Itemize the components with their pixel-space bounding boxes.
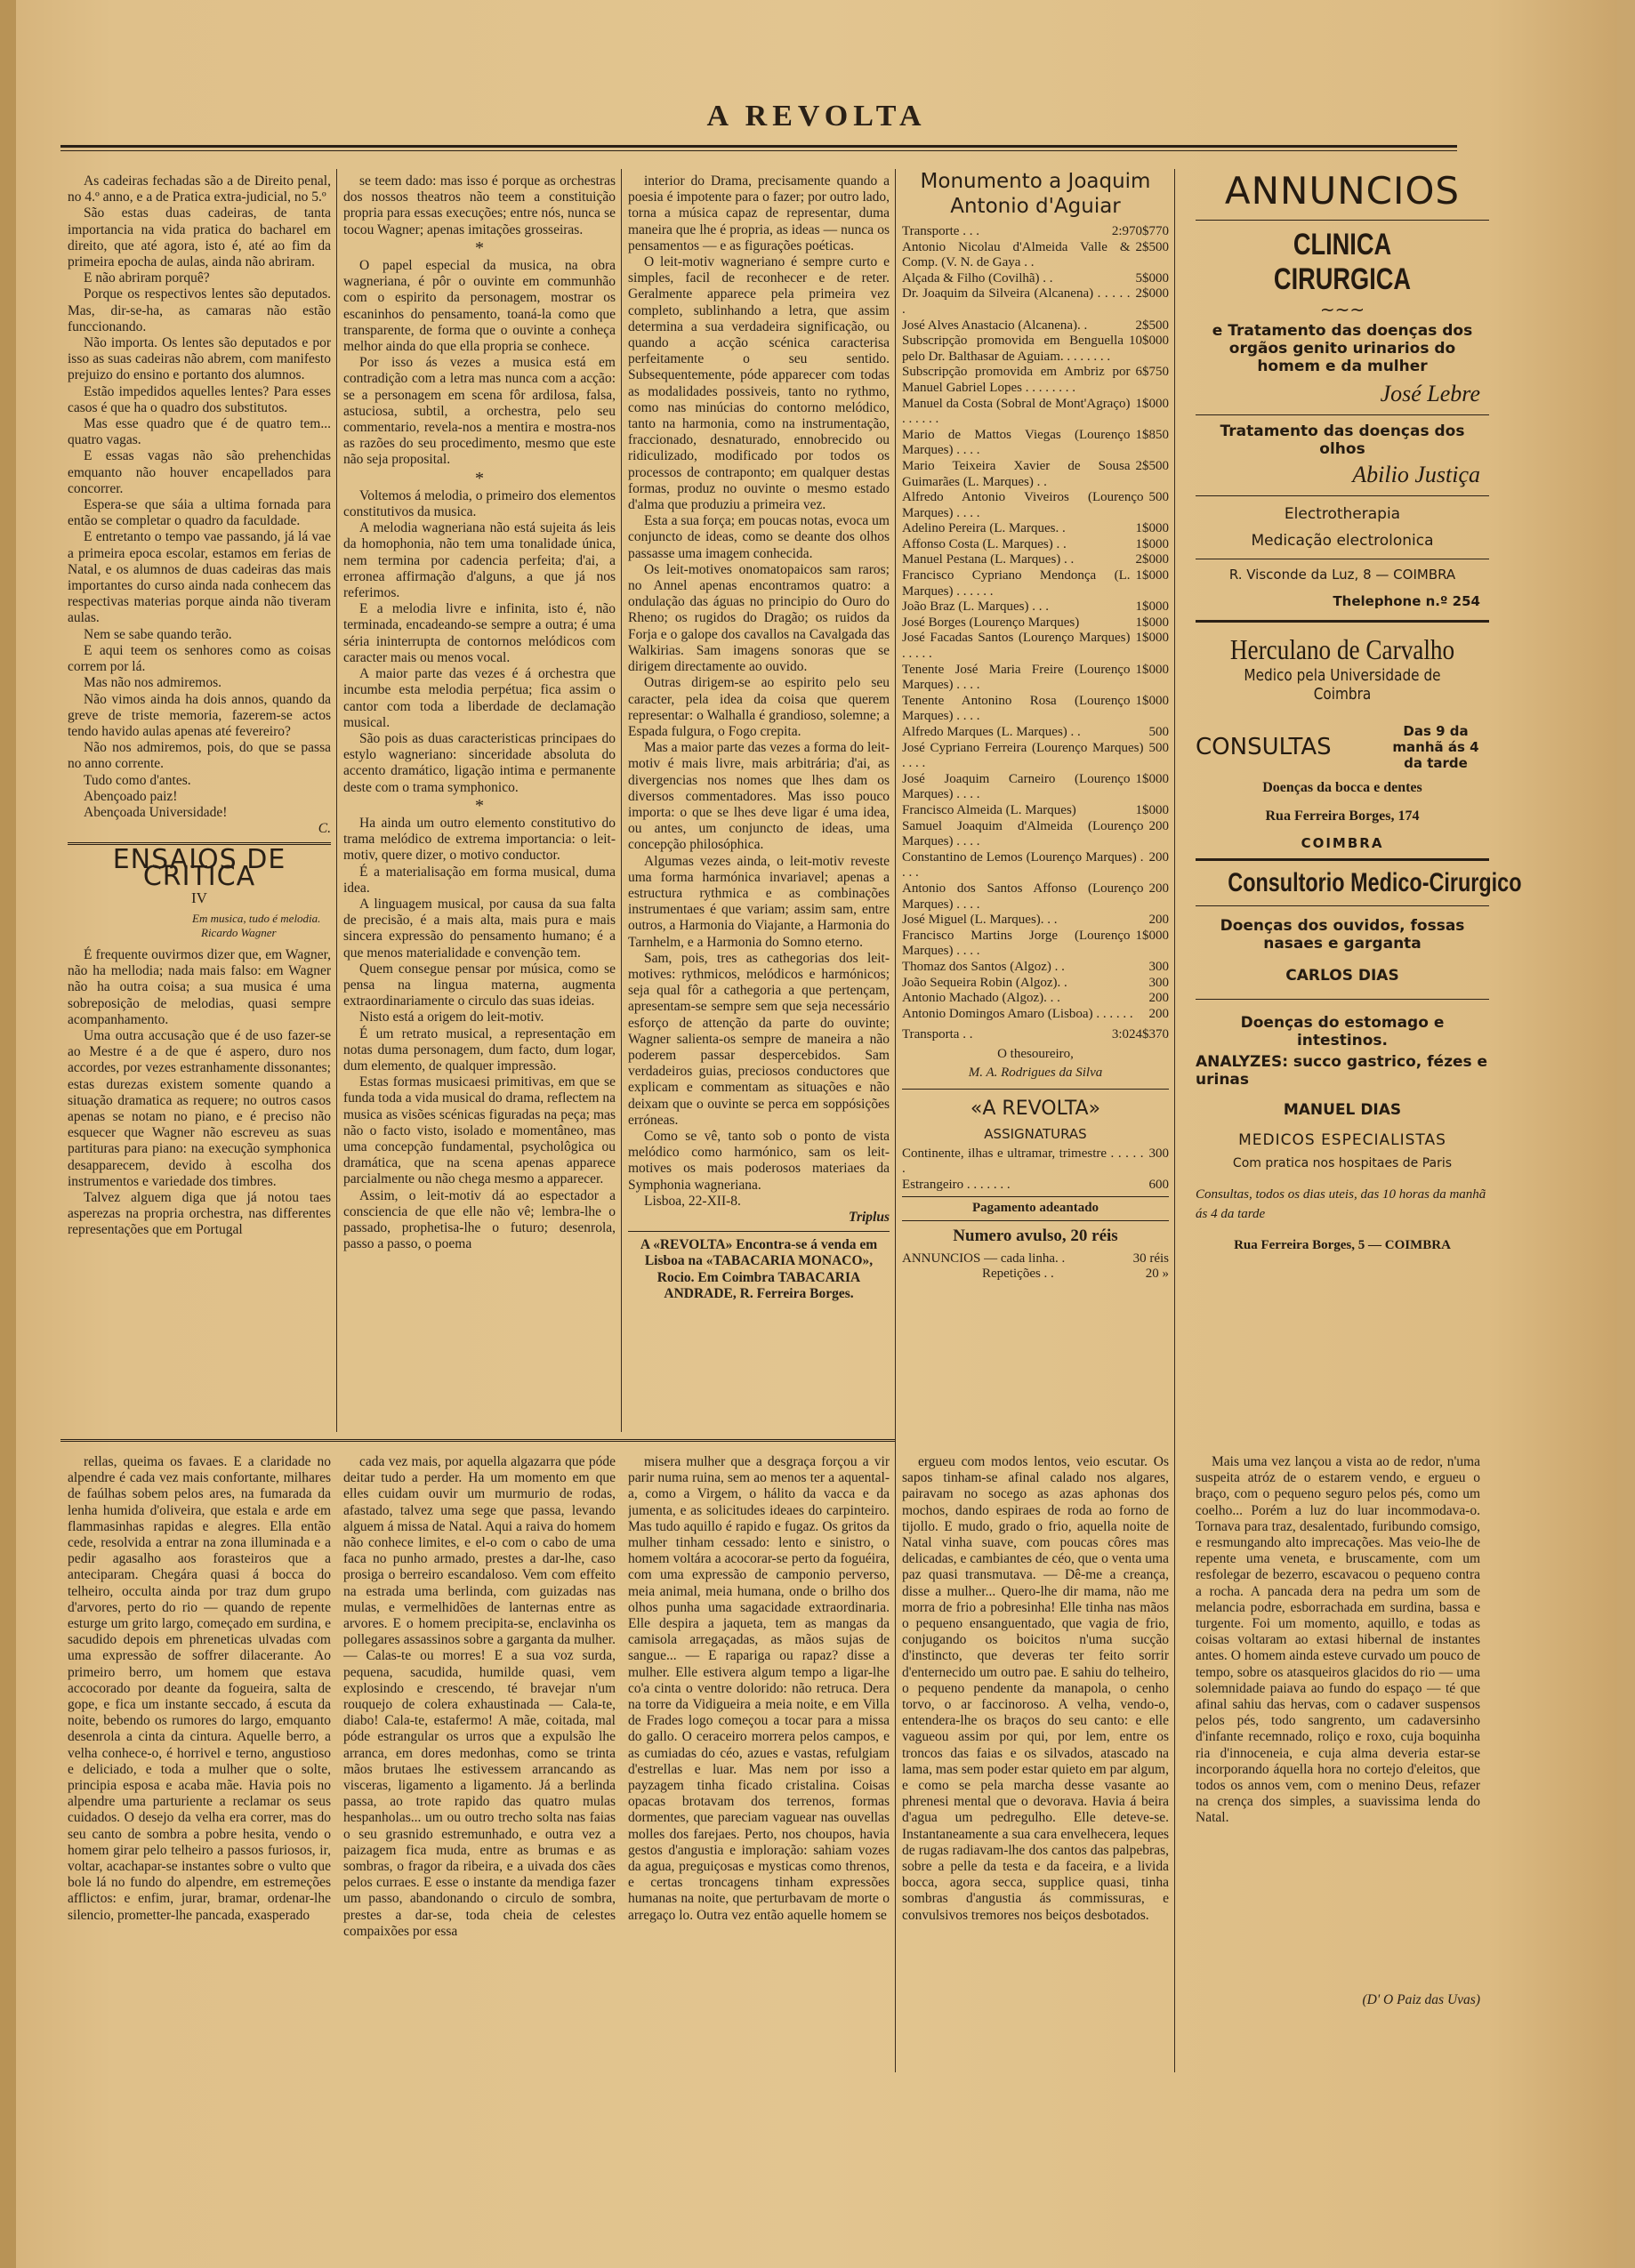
box-title: «A REVOLTA» xyxy=(970,1098,1101,1121)
paragraph: Outras dirigem-se ao espirito pelo seu caracter, pela idea da coisa que querem representar: o Walhalla é grandioso, solemne; a Espada fulgura, o Fogo crepita. xyxy=(628,675,890,739)
price-value: 600 xyxy=(1148,1177,1169,1192)
subscription-row xyxy=(902,334,1169,365)
divider xyxy=(902,1089,1169,1090)
subscription-amount: 200 xyxy=(1148,913,1169,928)
paragraph: E essas vagas não são prehenchidas emquanto não houver encapellados para concorrer. xyxy=(68,448,331,496)
signature: Triplus xyxy=(849,1210,890,1225)
subscriber-name: Adelino Pereira (L. Marques. . xyxy=(902,521,1066,536)
subscription-amount: 2$500 xyxy=(1135,239,1169,254)
service: Medicação electrolonica xyxy=(1251,532,1434,550)
paragraph: interior do Drama, precisamente quando a poesia é impotente para o fazer; por outro lado, torna a música capaz de representar, duma maneira que lhe é propria, as ideas — nunca os pensamentos — e as figurações poéticas. xyxy=(628,173,890,253)
subscription-row xyxy=(902,365,1169,396)
paragraph: Espera-se que sáia a ultima fornada para então se completar o quadro da faculdade. xyxy=(68,497,331,529)
paragraph: O papel especial da musica, na obra wagneriana, é pôr o ouvinte em communhão com o espirito da personagem, mostrar os escaninhos do pensamento, toaná-la como que transparente, de forma que o ouvinte a conheça melhor ainda do que ella propria se conhece. xyxy=(343,258,616,355)
separator-star: * xyxy=(475,795,484,816)
address: R. Visconde da Luz, 8 — COIMBRA xyxy=(1228,567,1456,583)
subscription-amount: 500 xyxy=(1148,490,1169,505)
city: COIMBRA xyxy=(1301,835,1384,851)
paragraph: Por isso ás vezes a musica está em contradição com a letra mas nunca com a acção: se a personagem em scena fôr ardilosa, falsa, astuciosa, subtil, a orchestra, pelo seu commentario, revela-nos a mentira e mostra-nos as razões do seu procedimento, mesmo que este não seja proposital. xyxy=(343,355,616,468)
subscription-row xyxy=(902,976,1169,992)
total-value: 3:024$370 xyxy=(1111,1027,1169,1042)
subscriber-name: Affonso Costa (L. Marques) . . xyxy=(902,536,1067,551)
price-label: Continente, ilhas e ultramar, trimestre . . . . . . xyxy=(902,1146,1144,1177)
paragraph: Assim, o leit-motiv dá ao espectador a consciencia de que elle não vê; lembra-lhe o passado, prophetisa-lhe o futuro; desenrola, passo a passo, o poema xyxy=(343,1187,616,1252)
clinic-title: CLINICA CIRURGICA xyxy=(1273,228,1412,296)
divider xyxy=(1196,495,1489,496)
specialists-label: MEDICOS ESPECIALISTAS xyxy=(1238,1131,1446,1149)
doctor-credential: Medico pela Universidade de Coimbra xyxy=(1244,666,1441,704)
epigraph: Em musica, tudo é melodia. xyxy=(192,911,321,925)
price-row xyxy=(902,1178,1169,1194)
subscription-amount: 200 xyxy=(1148,818,1169,833)
address: Rua Ferreira Borges, 174 xyxy=(1265,808,1420,824)
subscription-row xyxy=(902,694,1169,725)
signature: C. xyxy=(318,821,331,837)
subscription-amount: 2:970$770 xyxy=(1111,224,1169,238)
subscriber-name: José Borges (Lourenço Marques) xyxy=(902,615,1080,630)
paragraph: Voltemos á melodia, o primeiro dos elementos constitutivos da musica. xyxy=(343,487,616,520)
credential: Com pratica nos hospitaes de Paris xyxy=(1232,1156,1453,1170)
paragraph: A linguagem musical, por causa da sua falta de precisão, é a mais alta, mais pura e mais sincera expressão do pensamento humano; é a que menos materialidade e convenção tem. xyxy=(343,896,616,961)
subscriber-name: Alfredo Antonio Viveiros (Lourenço Marques) . . . . xyxy=(902,490,1144,520)
divider xyxy=(1196,999,1489,1000)
divider xyxy=(628,1231,890,1232)
subscription-row xyxy=(902,913,1169,929)
subscriber-name: Dr. Joaquim da Silveira (Alcanena) . . . . . . xyxy=(902,286,1131,317)
epigraph-author: Ricardo Wagner xyxy=(201,925,277,939)
subscription-amount: 2$000 xyxy=(1135,552,1169,567)
consultas-label: CONSULTAS xyxy=(1196,734,1332,760)
subscription-amount: 2$500 xyxy=(1135,318,1169,333)
subscriber-name: Subscripção promovida em Ambriz por Manuel Gabriel Lopes . . . . . . . . xyxy=(902,365,1131,395)
paragraph: Mas esse quadro que é de quatro tem... quatro vagas. xyxy=(68,416,331,448)
total-row xyxy=(902,1027,1169,1043)
ornament-icon: ~~~ xyxy=(1319,299,1365,320)
paragraph: se teem dado: mas isso é porque as orchestras dos nossos theatros não teem a constituição propria para essas execuções; entre nós, nunca se tocou Wagner; apenas imitações grosseiras. xyxy=(343,173,616,237)
subscription-row xyxy=(902,850,1169,881)
subscription-row xyxy=(902,725,1169,741)
paragraph: misera mulher que a desgraça forçou a vir parir numa ruina, sem ao menos ter a aquental-a, como a Virgem, o hálito da vacca e da jumenta, e as solicitudes ideaes do carpinteiro. Mas tudo aquillo é rapido e fugaz. Os gritos da mulher tinham cessado: lento e sinistro, o homem voltára a acocorar-se perto da foguéira, com uma expressão de camponio perverso, meia animal, meia humana, onde o brilho dos olhos punha uma sagacidade extraordinaria. Elle despira a jaqueta, tem as mangas da camisola arregaçadas, as mãos sujas de sangue... — E rapariga ou rapaz? disse a mulher. Elle estivera algum tempo a ligar-lhe co'a cinta o ventre dolorido: não retruca. Dera na torre da Vidigueira a meia noite, e em Villa de Frades logo começou a tocar para a missa do gallo. O ceraceiro morrera pelos campos, e as cumiadas do céo, azues e vastas, refulgiam d'estrellas e luar. Mas nem por isso a payzagem tinha ficado cristalina. Coisas opacas brotavam dos terrenos, formas dormentes, que pareciam vaguear nas ouvellas molles dos farejaes. Perto, nos choupos, havia gestos d'angustia e imploração: sahiam vozes da agua, preguiçosas e mysticas como threnos, e certas troncagens tinham expressões humanas na noite, que perturbavam de morte o arregaço lo. Outra vez então aquelle homem se xyxy=(628,1454,890,1923)
subscriber-name: José Miguel (L. Marques). . . xyxy=(902,913,1058,928)
subscriber-name: Samuel Joaquim d'Almeida (Lourenço Marques) . . . . xyxy=(902,818,1144,849)
paragraph: Algumas vezes ainda, o leit-motiv reveste uma forma harmónica invariavel; apenas a estructura rythmica e as combinações instrumentaes é que variam; assim sam, entre outros, a Harmonia do Viajante, a Harmonia do Tarnhelm, e a Harmonia do Somno eterno. xyxy=(628,853,890,950)
paragraph: Abençoado paiz! xyxy=(84,788,178,804)
column-divider xyxy=(895,169,896,2072)
subscription-amount: 1$850 xyxy=(1135,427,1169,442)
paragraph: São estas duas cadeiras, de tanta importancia na vida pratica do bacharel em direito, que até agora, isto é, até ao fim da primeira epocha de aulas, ainda não abriram. xyxy=(68,205,331,270)
service: Electrotherapia xyxy=(1284,505,1401,523)
paragraph: Uma outra accusação que é de uso fazer-se ao Mestre é a de que é aspero, duro nos accordes, por vezes estranhamente dissonantes; estas durezas existem somente quando a situação dramatica as requere; no outros casos apenas se notam no piano, e é preciso não esquecer que Wagner não escreveu as suas partituras para piano: na execução symphonica desapparecem, devido à escolha dos instrumentos e variedade dos timbres. xyxy=(68,1027,331,1189)
service: ANALYZES: succo gastrico, fézes e urinas xyxy=(1196,1053,1488,1089)
subscription-amount: 1$000 xyxy=(1135,568,1169,583)
chapter-number: IV xyxy=(191,889,207,906)
subscription-row xyxy=(902,521,1169,537)
doctor-name: Abilio Justiça xyxy=(1352,462,1480,487)
ad-price-row xyxy=(902,1251,1169,1267)
subscription-list xyxy=(902,224,1169,1022)
subscriber-name: Tenente José Maria Freire (Lourenço Marques) . . . . xyxy=(902,662,1131,693)
divider xyxy=(1196,858,1489,861)
story-col-3 xyxy=(628,1454,890,2041)
price-row xyxy=(902,1146,1169,1178)
paragraph: Estas formas musicaesi primitivas, em que se funda toda a vida musical do drama, reflectem na musica as visões scénicas figuradas na peça; mas não o facto visto, isolado e momentâneo, mas uma concepção fundamental, psycholôgica ou dramática, que na scena apenas apparece parcialmente ou não chega mesmo a apparecer. xyxy=(343,1074,616,1187)
paragraph: ergueu com modos lentos, veio escutar. Os sapos tinham-se afinal calado nos algares, pairavam no socego as azas aphonas dos mochos, dando espiraes de roda ao forno de tijollo. E mudo, grado o frio, aquella noite de Natal vinha suave, com poucas côres mas delicadas, e cambiantes de céo, que o venta uma paz quasi transmutava. — Dê-me a creança, disse a mulher... Quero-lhe dir mama, não me morra de frio a pobresinha! Elle tinha nas mãos o pequeno ensanguentado, que vagia de frio, conjugando os boicitos n'uma sucção d'instincto, que deveras ter feito sorrir d'enternecido um outro pae. E sahiu do telheiro, o pequeno pendente da manapola, o cenho torvo, o ar faccinoroso. A velha, vendo-o, entendera-lhe os braços do seu canto: e elle vagueou assim por qui, por lem, entre os troncos das faias e os silvados, atascado na lama, mas sem poder estar quieto em par algum, e como se pela marcha desse vasante ao phrenesi mental que o devorava. Havia á beira d'agua um pedregulho. Elle deteve-se. Instantaneamente a sua cara envelhecera, leques de rugas radiavam-lhe dos cantos das palpebras, sobre a pelle da testa e da faceira, e a livida bocca, agora secca, supplice quasi, tinha sombras d'angustia ás commissuras, e convulsivos tremores nos beiços desbotados. xyxy=(902,1454,1169,1923)
price-value: 300 xyxy=(1148,1146,1169,1161)
paragraph: Nisto está a origem do leit-motiv. xyxy=(359,1009,544,1025)
story-col-4 xyxy=(902,1454,1169,2041)
subscription-amount: 1$000 xyxy=(1135,396,1169,411)
subscriber-name: Antonio dos Santos Affonso (Lourenço Marques) . . . . xyxy=(902,881,1144,912)
subscriber-name: Francisco Cypriano Mendonça (L. Marques) . . . . . . xyxy=(902,568,1131,599)
separator-star: * xyxy=(475,468,484,488)
sale-notice: A «REVOLTA» Encontra-se á venda em Lisboa na «TABACARIA MONACO», Rocio. Em Coimbra TABACARIA ANDRADE, R. Ferreira Borges. xyxy=(640,1237,878,1301)
subscription-amount: 1$000 xyxy=(1135,536,1169,551)
paragraph: As cadeiras fechadas são a de Direito penal, no 4.º anno, e a de Pratica extra-judicial, no 5.º xyxy=(68,173,331,205)
paragraph: Não vimos ainda ha dois annos, quando da greve de triste memoria, fazerem-se actos tendo havido aulas apenas até fevereiro? xyxy=(68,691,331,739)
doctor-name: MANUEL DIAS xyxy=(1283,1101,1402,1119)
doctor-name: Herculano de Carvalho xyxy=(1229,633,1455,665)
paragraph: Sam, pois, tres as cathegorias dos leit-motives: rythmicos, melódicos e harmónicos; seja qual fôr a cathegoria a que pertençam, apresentam-se sempre sem que seja necessário esforço de attenção da parte do ouvinte; Wagner salienta-os sempre de maneira a não poderem passar despercebidos. Sam verdadeiros guias, preciosos conductores que explicam e commentam as situações e não deixam que o ouvinte se perca em soppósições erróneas. xyxy=(628,950,890,1128)
treasurer-label: O thesoureiro, xyxy=(997,1046,1074,1061)
treasurer-name: M. A. Rodrigues da Silva xyxy=(968,1066,1103,1081)
subscriber-name: Alçada & Filho (Covilhã) . . xyxy=(902,270,1053,286)
subscription-row xyxy=(902,599,1169,615)
eye-service: Tratamento das doenças dos olhos xyxy=(1220,422,1465,458)
subscriber-name: José Joaquim Carneiro (Lourenço Marques) . . . . xyxy=(902,771,1131,802)
subscriber-name: José Facadas Santos (Lourenço Marques) . . . . . xyxy=(902,631,1131,662)
paragraph: Estão impedidos aquelles lentes? Para esses casos é que ha o quadro dos substitutos. xyxy=(68,383,331,415)
hours: Das 9 da manhã ás 4 da tarde xyxy=(1392,723,1479,771)
subscription-row xyxy=(902,929,1169,960)
newspaper-page xyxy=(16,0,1617,2268)
paragraph: Quem consegue pensar por música, como se pensa na lingua materna, augmenta extraordinariamente o circulo das suas ideias. xyxy=(343,961,616,1009)
column-3 xyxy=(628,173,890,1432)
subscription-row xyxy=(902,1007,1169,1023)
paragraph: Esta a sua força; em poucas notas, evoca um conjuncto de ideas, como se deante dos olhos passasse uma imagem conhecida. xyxy=(628,513,890,561)
subscriber-name: Alfredo Marques (L. Marques) . . xyxy=(902,725,1081,739)
subscriber-name: Manuel da Costa (Sobral de Mont'Agraço) . . . . . . xyxy=(902,396,1131,427)
single-issue-price: Numero avulso, 20 réis xyxy=(953,1226,1118,1246)
subscriber-name: João Sequeira Robin (Algoz). . xyxy=(902,975,1067,990)
subscriber-name: Thomaz dos Santos (Algoz) . . xyxy=(902,959,1065,974)
box-subtitle: ASSIGNATURAS xyxy=(984,1126,1087,1143)
paragraph: Nem se sabe quando terão. xyxy=(84,626,232,642)
subscription-row xyxy=(902,631,1169,662)
price-label: Estrangeiro . . . . . . . xyxy=(902,1177,1011,1192)
subscription-row xyxy=(902,881,1169,913)
subscription-amount: 200 xyxy=(1148,1006,1169,1021)
subscriber-name: Subscripção promovida em Benguella pelo Dr. Balthasar de Aguiam. . . . . . . . xyxy=(902,334,1124,364)
divider xyxy=(1196,414,1489,415)
divider xyxy=(1196,620,1489,623)
subscription-row xyxy=(902,772,1169,803)
subscription-row xyxy=(902,803,1169,819)
subscriber-name: Francisco Almeida (L. Marques) xyxy=(902,802,1076,817)
price-label: ANNUNCIOS — cada linha. . xyxy=(902,1251,1066,1266)
address: Rua Ferreira Borges, 5 — COIMBRA xyxy=(1234,1238,1451,1252)
paragraph: E entretanto o tempo vae passando, já lá vae a primeira epoca escolar, estamos em ferias de Natal, e os alumnos de duas cadeiras das mais importantes do curso ainda nada conhecem das respectivas materias porque ainda não tiveram aulas. xyxy=(68,529,331,626)
subscription-amount: 2$000 xyxy=(1135,286,1169,302)
ads-column xyxy=(1196,169,1522,1253)
divider xyxy=(1196,905,1489,906)
column-2 xyxy=(343,173,616,1432)
subscription-amount: 300 xyxy=(1148,975,1169,990)
subscriber-name: José Cypriano Ferreira (Lourenço Marques) . . . . xyxy=(902,740,1144,771)
column-divider xyxy=(621,169,622,1432)
subscription-row xyxy=(902,428,1169,459)
payment-note: Pagamento adeantado xyxy=(902,1196,1169,1221)
paragraph: Mas não nos admiremos. xyxy=(84,675,221,691)
paragraph: rellas, queima os favaes. E a claridade no alpendre é cada vez mais confortante, milhares de faúlhas sobem pelos ares, na fumarada da lenha humida d'oliveira, que estala e arde em flammasinhas rapidas e alegres. Ella então cede, resolvida a entrar na zona illuminada e a pedir agasalho aos forasteiros que a anteciparam. Chegára quasi á bocca do telheiro, occulta ainda por traz dum grupo d'arvores, perto do rio — quando de repente esturge um grito largo, começado em surdina, e sacudido depois em phreneticas ulvadas com uma expressão de soffrer dilacerante. Ao primeiro berro, um homem que estava accocorado por deante da fogueira, salta de gope, e fica um instante seccado, á escuta da noite, bebendo os rumores do largo, emquanto desenrola a cinta da cintura. Aquelle berro, a velha conhece-o, é horrivel e terno, angustioso e deliciado, e toda a mulher que o solte, principia esposa e acaba mãe. Havia pois no alpendre uma parturiente a reclamar os seus cuidados. O desejo da velha era correr, mas do seu canto de sombra a pobre hesita, vendo o homem girar pelo telheiro a passos furiosos, ir, voltar, acachapar-se instantes sobre o vulto que bole lá no fundo do alpendre, em estremeções afflictos: e enfim, jurar, bramar, ordenar-lhe silencio, prometter-lhe pancada, exasperado xyxy=(68,1454,331,1923)
hours: Consultas, todos os dias uteis, das 10 horas da manhã ás 4 da tarde xyxy=(1196,1187,1486,1221)
paragraph: A melodia wagneriana não está sujeita ás leis da homophonia, não tem uma tonalidade única, nem termina por cadencia perfeita; d'ai, a erronea affirmação d'alguns, a que já nos referimos. xyxy=(343,520,616,601)
clinic-title: Consultorio Medico-Cirurgico xyxy=(1228,868,1522,897)
subscription-amount: 1$000 xyxy=(1135,802,1169,817)
ads-title: ANNUNCIOS xyxy=(1224,169,1461,213)
paragraph: Não nos admiremos, pois, do que se passa no anno corrente. xyxy=(68,740,331,772)
subscription-row xyxy=(902,537,1169,553)
subscriber-name: João Braz (L. Marques) . . . xyxy=(902,599,1049,615)
story-col-2 xyxy=(343,1454,616,2041)
service: Doenças do estomago e intestinos. xyxy=(1240,1014,1445,1050)
paragraph: Os leit-motives onomatopaicos sam raros; no Annel apenas encontramos quatro: a ondulação das águas no principio do Ouro do Rheno; os rugidos do Dragão; os ruidos da Forja e o galope dos cavallos na Cavalgada das Walkirias. Sam imagens sonoras que se dirigem directamente ao ouvido. xyxy=(628,561,890,675)
subscription-amount: 1$000 xyxy=(1135,599,1169,615)
subscription-row xyxy=(902,490,1169,521)
paragraph: Mas a maior parte das vezes a forma do leit-motiv é mais livre, mais arbitrária; d'ai, as divergencias nos nomes que lhes dam os diversos commentadores. Mas isso pouco importa: o que se lhes deve ligar é uma idea, ou antes, um conjuncto de ideas, uma concepção philosóphica. xyxy=(628,740,890,853)
subscription-row xyxy=(902,741,1169,772)
subscription-row xyxy=(902,991,1169,1007)
subscriber-name: Mario de Mattos Viegas (Lourenço Marques) . . . . xyxy=(902,427,1131,458)
subscriber-name: Antonio Machado (Algoz). . . xyxy=(902,991,1060,1006)
paragraph: A maior parte das vezes é á orchestra que incumbe esta melodia perpétua; fica assim o cantor com toda a liberdade de declamação musical. xyxy=(343,666,616,730)
subscription-amount: 1$000 xyxy=(1135,662,1169,677)
subscriber-name: Mario Teixeira Xavier de Sousa Guimarães (L. Marques) . . xyxy=(902,458,1131,489)
subscription-title: Monumento a Joaquim Antonio d'Aguiar xyxy=(920,170,1151,218)
paragraph: O leit-motiv wagneriano é sempre curto e simples, facil de reconhecer e de reter. Geralmente apparece pela primeira vez completo, sublinhando a letra, que assim determina a sua verdadeira significação, ou quando a acção scénica caracterisa perfeitamente o seu sentido. Subsequentemente, póde apparecer com todas as modalidades possiveis, tanto no rythmo, como nas minúcias do contorno melódico, tanto na harmonia, como na instrumentação, fraccionado, desnaturado, ennobrecido ou ridiculizado, modificado por todos os processos de contraponto; em qualquer destas formas, produz no ouvinte o mesmo estado d'alma que produziu a primeira vez. xyxy=(628,254,890,513)
price-value: 30 réis xyxy=(1132,1251,1169,1266)
subscription-amount: 200 xyxy=(1148,849,1169,865)
subscriber-name: Manuel Pestana (L. Marques) . . xyxy=(902,552,1075,567)
dateline: Lisboa, 22-XII-8. xyxy=(644,1193,741,1209)
paragraph: É a materialisação em forma musical, duma idea. xyxy=(343,864,616,896)
paragraph: E a melodia livre e infinita, isto é, não terminada, encadeando-se sempre a outra; é uma séria ininterrupta de contornos melódicos com caracter mais ou menos vocal. xyxy=(343,601,616,665)
subscription-amount: 2$500 xyxy=(1135,458,1169,473)
paragraph: É frequente ouvirmos dizer que, em Wagner, não ha mellodia; nada mais falso: em Wagner não ha outra coisa; a sua musica é uma sobreposição de melodias, quasi sempre acompanhamento. xyxy=(68,946,331,1027)
subscription-amount: 200 xyxy=(1148,881,1169,896)
doctor-name: José Lebre xyxy=(1380,381,1480,406)
column-divider xyxy=(336,169,337,1432)
subscription-row xyxy=(902,615,1169,631)
column-1 xyxy=(68,173,331,1432)
paragraph: Talvez alguem diga que já notou taes asperezas na propria orchestra, nas differentes representações que em Portugal xyxy=(68,1189,331,1238)
subscription-row xyxy=(902,224,1169,240)
price-label: Repetições . . xyxy=(982,1267,1054,1282)
doctor-name: CARLOS DIAS xyxy=(1285,967,1399,985)
clinic-subtitle: e Tratamento das doenças dos orgãos genito urinarios do homem e da mulher xyxy=(1212,322,1473,375)
subscription-row xyxy=(902,568,1169,599)
masthead-rule xyxy=(60,145,1457,151)
separator-star: * xyxy=(475,237,484,258)
price-value: 20 » xyxy=(1145,1267,1169,1282)
subscriber-name: Francisco Martins Jorge (Lourenço Marques) . . . . xyxy=(902,928,1131,959)
subscription-amount: 1$000 xyxy=(1135,615,1169,630)
masthead: A REVOLTA xyxy=(706,100,927,133)
paragraph: Como se vê, tanto sob o ponto de vista melódico como harmónico, sam os leit-motives os mais poderosos materiaes da Symphonia wagneriana. xyxy=(628,1128,890,1193)
paragraph: Ha ainda um outro elemento constitutivo do trama melódico de extrema importancia: o leit-motiv, quere dizer, o motivo conductor. xyxy=(343,815,616,864)
subscription-amount: 1$000 xyxy=(1135,693,1169,708)
paragraph: É um retrato musical, a representação em notas duma personagem, dum facto, dum logar, dum elemento, de qualquer impressão. xyxy=(343,1025,616,1074)
subscription-amount: 5$000 xyxy=(1135,270,1169,286)
phone: Thelephone n.º 254 xyxy=(1333,593,1480,609)
story-col-5 xyxy=(1196,1454,1480,1952)
subscription-amount: 1$000 xyxy=(1135,771,1169,786)
subscription-amount: 6$750 xyxy=(1135,365,1169,380)
subscriber-name: Antonio Domingos Amaro (Lisboa) . . . . . . xyxy=(902,1006,1133,1021)
divider xyxy=(1196,220,1489,221)
subscription-row xyxy=(902,552,1169,568)
subscription-amount: 200 xyxy=(1148,991,1169,1006)
paragraph: São pois as duas caracteristicas principaes do estylo wagneriano: sinceridade absoluta do accento dramático, ligação intima e permanente deste com o trama symphonico. xyxy=(343,730,616,795)
subscription-amount: 300 xyxy=(1148,959,1169,974)
subscriber-name: Antonio Nicolau d'Almeida Valle & Comp. (V. N. de Gaya . . xyxy=(902,239,1131,270)
subscription-row xyxy=(902,397,1169,428)
subscription-amount: 10$000 xyxy=(1129,334,1169,349)
subscription-row xyxy=(902,459,1169,490)
story-source: (D' O Paiz das Uvas) xyxy=(1362,1992,1480,2007)
paragraph: cada vez mais, por aquella algazarra que póde deitar tudo a perder. Ha um momento em que elles cuidam ouvir um murmurio de rodas, afastado, talvez uma sege que passa, levando alguem á missa de Natal. Aqui a raiva do homem não conhece limites, e el-o com o cabo de uma faca no punho armado, prestes a dar-lhe, caso prosiga o berreiro escandaloso. Vem com effeito na estrada uma berlinda, com guizadas nas mulas, e vermelhidões de lanternas entre as arvores. E o homem precipita-se, enclavinha os pollegares assassinos sobre a garganta da mulher. — Calas-te ou morres! E a sua voz surda, pequena, sacudida, humilde quasi, vem explosindo e crescendo, té bravejar n'um rouquejo de colera exhaustinada — Cala-te, diabo! Cala-te, estafermo! A mãe, coitada, mal póde estrangular os urros que a expulsão lhe arranca, em dores medonhas, como se trinta mãos brutaes lhe estivessem arrancando as visceras, ligamento a ligamento. Já a berlinda passa, ao trote rapido das quatro mulas hespanholas... um ou outro trecho solta nas faias o seu grasnido estremunhado, e outra vez a paizagem fica muda, entre as brumas e as sombras, o fragor da ribeira, e a uivada dos cães pelos curraes. E esse o instante da mendiga fazer um passo, abandonando o circulo de sombra, prestes a dar-se, toda cheia de celestes compaixões por essa xyxy=(343,1454,616,1939)
subscription-row xyxy=(902,663,1169,694)
paragraph: Mais uma vez lançou a vista ao de redor, n'uma suspeita atróz de o estarem vendo, e ergueu o braço, com o pequeno seguro pelos pés, como um coelho... Porém a luz do luar incommodava-o. Tornava para traz, desalentado, furibundo comsigo, e resmungando alto imprecações. Mas veio-lhe de repente uma veneta, e bruscamente, com um resfolegar de bezerro, escavacou o pequeno contra a rocha. A pancada dera na pedra um som de melancia podre, esborrachada em surdina, bassa e turgente. Foi um momento, aquillo, e todas as coisas voltaram ao extasi hibernal de instantes antes. O homem ainda esteve curvado um pouco de tempo, sobre os atasqueiros glacidos do rio — uma solemnidade paiava ao fundo do espaço — té que afinal sahiu das hervas, com o cadaver suspensos pelos pés, todo sangrento, um cadaversinho d'infante recemnado, roliço e roxo, cuja boquinha ria d'innoceneia, e cuja alma deveria estar-se incorporando áquella hora no cortejo d'eleitos, que todos os annos vem, com o menino Deus, refazer na crença dos simples, a suavissima lenda do Natal. xyxy=(1196,1454,1480,1826)
column-4 xyxy=(902,169,1169,1428)
subscription-row xyxy=(902,318,1169,334)
subscription-amount: 500 xyxy=(1148,725,1169,739)
total-label: Transporta . . xyxy=(902,1027,973,1042)
subscription-row xyxy=(902,240,1169,271)
section-title: ENSAIOS DE CRITICA xyxy=(112,844,286,892)
service: Doenças dos ouvidos, fossas nasaes e garganta xyxy=(1220,917,1465,953)
subscription-row xyxy=(902,960,1169,976)
subscription-row xyxy=(902,819,1169,850)
subscriber-name: José Alves Anastacio (Alcanena). . xyxy=(902,318,1088,333)
subscriber-name: Constantino de Lemos (Lourenço Marques) . . . . xyxy=(902,849,1144,881)
story-col-1 xyxy=(68,1454,331,2041)
paragraph: Abençoada Universidade! xyxy=(84,804,228,820)
service: Doenças da bocca e dentes xyxy=(1262,780,1422,795)
subscription-row xyxy=(902,286,1169,318)
paragraph: Não importa. Os lentes são deputados e por isso as suas cadeiras não abrem, com manifesto prejuizo do ensino e portanto dos alumnos. xyxy=(68,335,331,383)
subscription-amount: 1$000 xyxy=(1135,521,1169,536)
subscription-row xyxy=(902,271,1169,287)
paragraph: Tudo como d'antes. xyxy=(84,772,191,788)
subscriber-name: Tenente Antonino Rosa (Lourenço Marques) . . . . xyxy=(902,693,1131,724)
section-rule xyxy=(60,1439,895,1442)
ad-price-row xyxy=(902,1267,1169,1283)
column-divider xyxy=(1174,169,1175,2072)
subscription-amount: 500 xyxy=(1148,740,1169,755)
subscription-amount: 1$000 xyxy=(1135,631,1169,646)
subscription-amount: 1$000 xyxy=(1135,928,1169,943)
paragraph: E aqui teem os senhores como as coisas correm por lá. xyxy=(68,642,331,675)
paragraph: Porque os respectivos lentes são deputados. Mas, dir-se-ha, as camaras não estão funccionando. xyxy=(68,286,331,334)
subscriber-name: Transporte . . . xyxy=(902,224,979,238)
paragraph: E não abriram porquê? xyxy=(84,270,210,286)
